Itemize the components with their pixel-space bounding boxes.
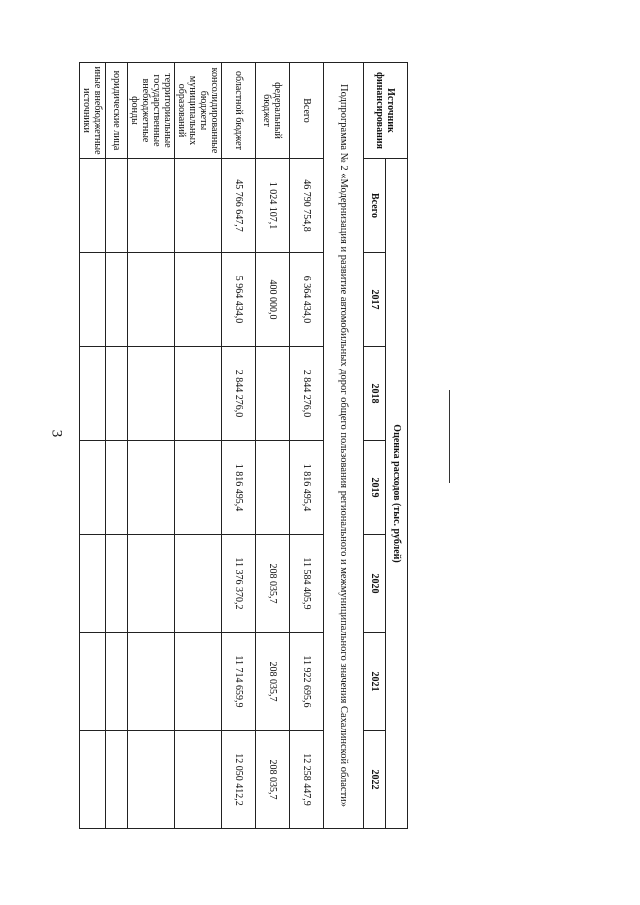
cell-value: 11 714 659,9 xyxy=(222,633,256,731)
cell-value: 1 816 495,4 xyxy=(290,441,324,535)
cell-value: 208 035,7 xyxy=(256,731,290,829)
cell-value xyxy=(256,347,290,441)
cell-value xyxy=(128,535,175,633)
row-source: консолидированные бюджеты муниципальных образований xyxy=(175,63,222,159)
cell-value: 12 258 447,9 xyxy=(290,731,324,829)
table-row xyxy=(222,63,256,829)
cell-value: 11 922 695,6 xyxy=(290,633,324,731)
cell-value xyxy=(175,347,222,441)
cell-value xyxy=(128,347,175,441)
cell-value: 2 844 276,0 xyxy=(290,347,324,441)
cell-value xyxy=(128,731,175,829)
cell-value: 12 050 412,2 xyxy=(222,731,256,829)
cell-value xyxy=(128,253,175,347)
row-source: Всего xyxy=(290,63,324,159)
cell-value xyxy=(128,159,175,253)
row-source: юридические лица xyxy=(106,63,128,159)
col-header-2019: 2019 xyxy=(364,441,386,535)
col-header-2021: 2021 xyxy=(364,633,386,731)
col-header-total: Всего xyxy=(364,159,386,253)
cell-value xyxy=(106,535,128,633)
cell-value: 208 035,7 xyxy=(256,535,290,633)
cell-value xyxy=(106,347,128,441)
cell-value xyxy=(80,633,106,731)
col-header-2017: 2017 xyxy=(364,253,386,347)
cell-value xyxy=(80,253,106,347)
cell-value xyxy=(128,441,175,535)
cell-value xyxy=(80,535,106,633)
cell-value xyxy=(80,347,106,441)
cell-value: 5 964 434,0 xyxy=(222,253,256,347)
financing-table xyxy=(79,62,408,829)
row-source: областной бюджет xyxy=(222,63,256,159)
col-header-2022: 2022 xyxy=(364,731,386,829)
cell-value xyxy=(175,441,222,535)
cell-value: 6 364 434,0 xyxy=(290,253,324,347)
cell-value xyxy=(175,731,222,829)
table-row xyxy=(106,63,128,829)
cell-value: 2 844 276,0 xyxy=(222,347,256,441)
cell-value xyxy=(175,633,222,731)
table-row xyxy=(175,63,222,829)
table-row xyxy=(256,63,290,829)
cell-value xyxy=(80,159,106,253)
cell-value: 11 584 405,9 xyxy=(290,535,324,633)
cell-value xyxy=(106,731,128,829)
cell-value xyxy=(106,441,128,535)
table-row xyxy=(80,63,106,829)
financing-table-container xyxy=(82,62,408,828)
table-row xyxy=(290,63,324,829)
cell-value: 1 024 107,1 xyxy=(256,159,290,253)
source-header: Источник финансирования xyxy=(364,63,408,159)
row-source: федеральный бюджет xyxy=(256,63,290,159)
cell-value: 1 816 495,4 xyxy=(222,441,256,535)
cell-value: 45 766 647,7 xyxy=(222,159,256,253)
cell-value: 46 790 754,8 xyxy=(290,159,324,253)
row-source: иные внебюджетные источники xyxy=(80,63,106,159)
table-row xyxy=(128,63,175,829)
cell-value xyxy=(106,159,128,253)
cell-value: 208 035,7 xyxy=(256,633,290,731)
cell-value xyxy=(80,441,106,535)
estimate-header: Оценка расходов (тыс. рублей) xyxy=(386,159,408,829)
cell-value xyxy=(175,159,222,253)
cell-value xyxy=(128,633,175,731)
cell-value xyxy=(106,633,128,731)
row-source: территориальные государственные внебюджетные фонды xyxy=(128,63,175,159)
cell-value: 11 376 370,2 xyxy=(222,535,256,633)
cell-value xyxy=(175,253,222,347)
cell-value xyxy=(80,731,106,829)
separator-line xyxy=(449,390,450,483)
cell-value: 400 000,0 xyxy=(256,253,290,347)
cell-value xyxy=(256,441,290,535)
col-header-2020: 2020 xyxy=(364,535,386,633)
page-number: 3 xyxy=(48,429,65,438)
cell-value xyxy=(175,535,222,633)
col-header-2018: 2018 xyxy=(364,347,386,441)
cell-value xyxy=(106,253,128,347)
subprogram-title: Подпрограмма № 2 «Модернизация и развитие автомобильных дорог общего пользования регионального и межмуниципального значения Сахалинской области» xyxy=(324,63,364,829)
